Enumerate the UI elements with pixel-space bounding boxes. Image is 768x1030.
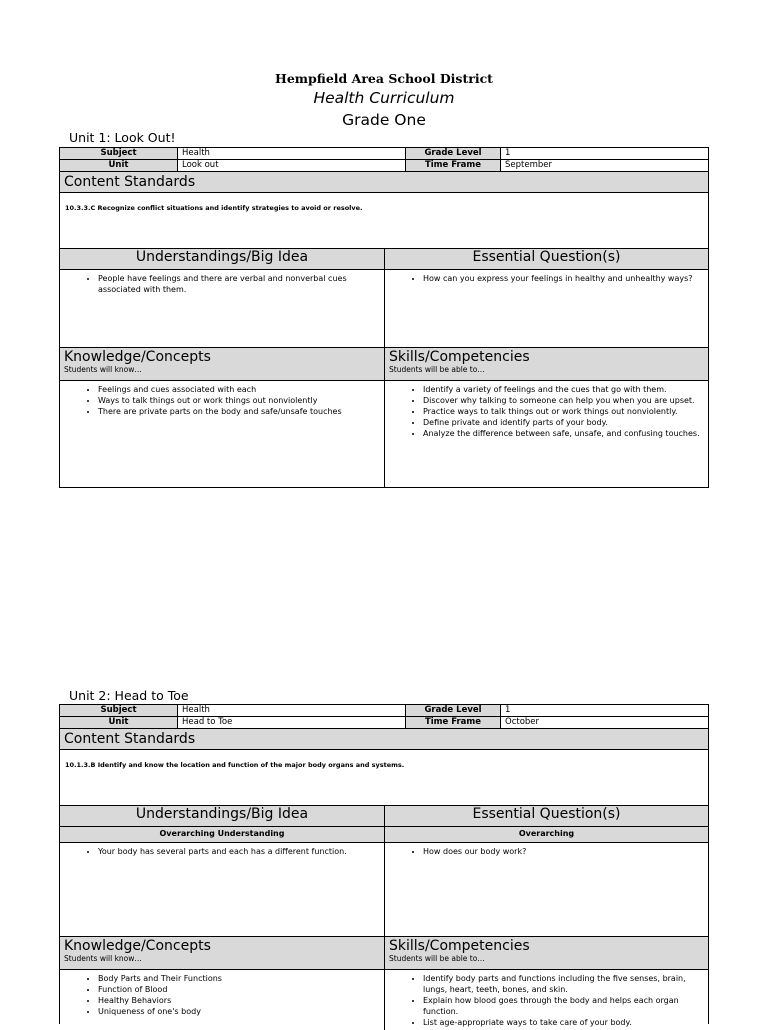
unit-2-title: Unit 2: Head to Toe: [69, 688, 189, 703]
time-frame-value: September: [500, 160, 708, 171]
skills-list: [389, 384, 704, 439]
understandings-heading: Understandings/Big Idea: [60, 806, 384, 826]
meta-row-subject: [60, 705, 708, 717]
list-item: • Explain how blood goes through the body and helps each organ function.: [423, 995, 704, 1017]
knowledge-skills-row: [60, 970, 708, 1030]
questions-list: [389, 273, 704, 284]
overarching-head-row: [60, 827, 708, 843]
standard-text: 10.1.3.B Identify and know the location and function of the major body organs and systems.: [65, 761, 405, 769]
subject-label: Subject: [60, 705, 177, 716]
knowledge-heading: Knowledge/Concepts: [64, 349, 211, 365]
knowledge-cell: [60, 381, 384, 487]
knowledge-heading: Knowledge/Concepts: [64, 938, 211, 954]
skills-heading: Skills/Competencies: [389, 938, 530, 954]
standards-row: [60, 750, 708, 806]
skills-heading-cell: [384, 937, 708, 969]
list-item: • Function of Blood: [98, 984, 380, 995]
time-frame-label: Time Frame: [405, 160, 500, 171]
list-item: • Ways to talk things out or work things out nonviolently: [98, 395, 380, 406]
list-item: • Identify a variety of feelings and the cues that go with them.: [423, 384, 704, 395]
knowledge-subheading: Students will know…: [64, 954, 142, 963]
content-standards-head-row: [60, 729, 708, 750]
list-item: • Feelings and cues associated with each: [98, 384, 380, 395]
understandings-cell: [60, 843, 384, 936]
district-title: Hempfield Area School District: [275, 71, 493, 86]
list-item: • Analyze the difference between safe, unsafe, and confusing touches.: [423, 428, 704, 439]
questions-list: [389, 846, 704, 857]
list-item: • Discover why talking to someone can help you when you are upset.: [423, 395, 704, 406]
skills-heading-cell: [384, 348, 708, 380]
knowledge-list: [64, 384, 380, 417]
meta-row-unit: [60, 160, 708, 172]
understandings-heading: Understandings/Big Idea: [60, 249, 384, 269]
grade-level-label: Grade Level: [405, 705, 500, 716]
essential-questions-heading: Essential Question(s): [384, 249, 708, 269]
meta-row-subject: [60, 148, 708, 160]
skills-subheading: Students will be able to…: [389, 954, 485, 963]
knowledge-cell: [60, 970, 384, 1030]
time-frame-label: Time Frame: [405, 717, 500, 728]
understandings-row: [60, 270, 708, 348]
standards-row: [60, 193, 708, 249]
understandings-row: [60, 843, 708, 937]
overarching-understanding-heading: Overarching Understanding: [60, 827, 384, 842]
knowledge-skills-head-row: [60, 348, 708, 381]
knowledge-skills-head-row: [60, 937, 708, 970]
essential-questions-heading: Essential Question(s): [384, 806, 708, 826]
grade-title: Grade One: [342, 111, 426, 129]
understandings-list: [64, 273, 380, 295]
list-item: • There are private parts on the body and safe/unsafe touches: [98, 406, 380, 417]
content-standards-heading: Content Standards: [60, 172, 708, 192]
list-item: • Identify body parts and functions including the five senses, brain, lungs, heart, teeth, bones, and skin.: [423, 973, 704, 995]
list-item: • How does our body work?: [423, 846, 704, 857]
skills-list: [389, 973, 704, 1028]
knowledge-heading-cell: [60, 937, 384, 969]
curriculum-title: Health Curriculum: [313, 89, 455, 107]
list-item: • How can you express your feelings in healthy and unhealthy ways?: [423, 273, 704, 284]
subject-label: Subject: [60, 148, 177, 159]
overarching-heading: Overarching: [384, 827, 708, 842]
list-item: • List age-appropriate ways to take care of your body.: [423, 1017, 704, 1028]
grade-level-value: 1: [500, 148, 708, 159]
content-standards-head-row: [60, 172, 708, 193]
subject-value: Health: [177, 705, 405, 716]
understandings-cell: [60, 270, 384, 347]
subject-value: Health: [177, 148, 405, 159]
list-item: • Your body has several parts and each has a different function.: [98, 846, 380, 857]
grade-level-label: Grade Level: [405, 148, 500, 159]
understandings-head-row: [60, 249, 708, 270]
knowledge-skills-row: [60, 381, 708, 487]
standard-text: 10.3.3.C Recognize conflict situations and identify strategies to avoid or resolve.: [65, 204, 363, 212]
grade-level-value: 1: [500, 705, 708, 716]
knowledge-heading-cell: [60, 348, 384, 380]
understandings-list: [64, 846, 380, 857]
skills-cell: [384, 970, 708, 1030]
skills-subheading: Students will be able to…: [389, 365, 485, 374]
skills-heading: Skills/Competencies: [389, 349, 530, 365]
time-frame-value: October: [500, 717, 708, 728]
list-item: • Define private and identify parts of your body.: [423, 417, 704, 428]
list-item: • Body Parts and Their Functions: [98, 973, 380, 984]
unit-value: Head to Toe: [177, 717, 405, 728]
list-item: • Practice ways to talk things out or work things out nonviolently.: [423, 406, 704, 417]
unit-1-table: [59, 147, 709, 488]
unit-2-table: [59, 704, 709, 1027]
content-standards-heading: Content Standards: [60, 729, 708, 749]
meta-row-unit: [60, 717, 708, 729]
understandings-head-row: [60, 806, 708, 827]
questions-cell: [384, 270, 708, 347]
unit-label: Unit: [60, 717, 177, 728]
questions-cell: [384, 843, 708, 936]
unit-1-title: Unit 1: Look Out!: [69, 130, 176, 145]
unit-value: Look out: [177, 160, 405, 171]
list-item: • Healthy Behaviors: [98, 995, 380, 1006]
unit-label: Unit: [60, 160, 177, 171]
knowledge-list: [64, 973, 380, 1017]
knowledge-subheading: Students will know…: [64, 365, 142, 374]
list-item: • People have feelings and there are verbal and nonverbal cues associated with them.: [98, 273, 380, 295]
skills-cell: [384, 381, 708, 487]
list-item: • Uniqueness of one's body: [98, 1006, 380, 1017]
